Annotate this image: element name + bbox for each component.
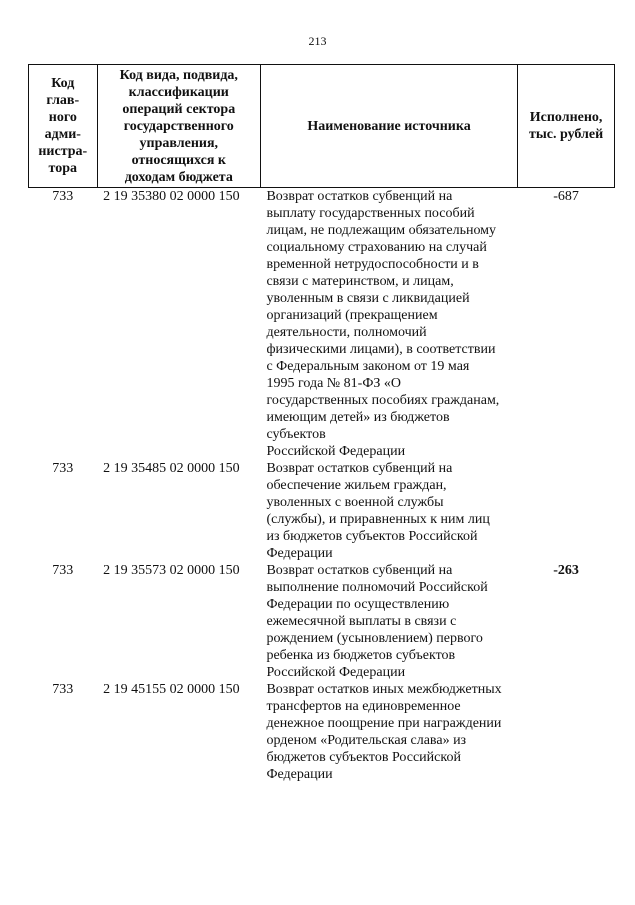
- source-name-line: уволенных с военной службы: [266, 495, 444, 510]
- amount-cell: -263: [553, 563, 579, 578]
- header-amount-line: тыс. рублей: [528, 127, 604, 142]
- header-admin-code-line: ного: [48, 110, 77, 125]
- header-classification-line: государственного: [123, 118, 234, 134]
- source-name-line: лицам, не подлежащим обязательному: [266, 223, 497, 238]
- source-name-line: физическими лицами), в соответствии: [266, 342, 496, 357]
- table-header-row: [29, 65, 615, 188]
- source-name-line: (службы), и приравненных к ним лиц: [266, 512, 490, 527]
- source-name-line: Возврат остатков иных межбюджетных: [266, 682, 502, 697]
- source-name-line: 1995 года № 81-ФЗ «О: [266, 376, 401, 391]
- source-name-line: организаций (прекращением: [266, 308, 438, 323]
- table-body: [29, 188, 615, 784]
- header-admin-code-line: нистра-: [38, 144, 88, 159]
- header-source-name: Наименование источника: [260, 65, 517, 188]
- source-name-cell: [260, 681, 517, 783]
- table-row: [29, 188, 615, 461]
- admin-code-cell: 733: [52, 189, 74, 204]
- classification-code-cell: 2 19 45155 02 0000 150: [103, 682, 240, 697]
- source-name-cell: [260, 188, 517, 461]
- source-name-line: Возврат остатков субвенций на: [266, 461, 453, 476]
- source-name-line: рождением (усыновлением) первого: [266, 631, 483, 646]
- source-name-line: имеющим детей» из бюджетов: [266, 410, 450, 425]
- source-name-line: Российской Федерации: [266, 444, 406, 459]
- source-name-line: деятельности, полномочий: [266, 325, 427, 340]
- source-name-line: ребенка из бюджетов субъектов: [266, 648, 456, 663]
- source-name-line: ежемесячной выплаты в связи с: [266, 614, 457, 629]
- source-name-line: орденом «Родительская слава» из: [266, 733, 467, 748]
- source-name-line: связи с материнством, и лицам,: [266, 274, 454, 289]
- source-name-line: с Федеральным законом от 19 мая: [266, 359, 470, 374]
- source-name-line: обеспечение жильем граждан,: [266, 478, 447, 493]
- header-classification-line: Код вида, подвида,: [119, 67, 238, 83]
- classification-code-cell: 2 19 35380 02 0000 150: [103, 189, 240, 204]
- header-classification-line: относящихся к: [131, 152, 226, 168]
- admin-code-cell: 733: [52, 563, 74, 578]
- source-name-line: трансфертов на единовременное: [266, 699, 461, 714]
- header-admin-code-line: глав-: [46, 93, 80, 108]
- header-admin-code: [29, 65, 98, 188]
- table-row: [29, 460, 615, 562]
- header-classification-line: доходам бюджета: [124, 169, 233, 185]
- source-name-line: бюджетов субъектов Российской: [266, 750, 461, 765]
- admin-code-cell: 733: [52, 461, 74, 476]
- header-classification-code: [97, 65, 260, 188]
- source-name-line: Возврат остатков субвенций на: [266, 189, 453, 204]
- amount-cell: [518, 681, 615, 783]
- header-admin-code-line: адми-: [44, 127, 81, 142]
- header-amount: [518, 65, 615, 188]
- source-name-line: из бюджетов субъектов Российской: [266, 529, 478, 544]
- source-name-line: Российской Федерации: [266, 665, 406, 680]
- classification-code-cell: 2 19 35485 02 0000 150: [103, 461, 240, 476]
- table-row: [29, 562, 615, 681]
- budget-sources-table: [28, 64, 615, 783]
- source-name-line: Федерации: [266, 546, 333, 561]
- source-name-line: уволенным в связи с ликвидацией: [266, 291, 470, 306]
- header-admin-code-line: Код: [51, 76, 75, 91]
- header-classification-line: операций сектора: [122, 101, 236, 117]
- amount-cell: -687: [553, 189, 579, 204]
- header-amount-line: Исполнено,: [529, 110, 603, 125]
- source-name-line: субъектов: [266, 427, 326, 442]
- header-classification-line: классификации: [128, 84, 229, 100]
- source-name-line: временной нетрудоспособности и в: [266, 257, 479, 272]
- source-name-line: выплату государственных пособий: [266, 206, 475, 221]
- header-admin-code-line: тора: [48, 161, 78, 176]
- source-name-line: государственных пособиях гражданам,: [266, 393, 500, 408]
- header-classification-line: управления,: [139, 135, 219, 151]
- amount-cell: [518, 460, 615, 562]
- source-name-line: Федерации: [266, 767, 333, 782]
- admin-code-cell: 733: [52, 682, 74, 697]
- page-number: 213: [308, 34, 327, 48]
- source-name-cell: [260, 562, 517, 681]
- source-name-line: Возврат остатков субвенций на: [266, 563, 453, 578]
- classification-code-cell: 2 19 35573 02 0000 150: [103, 563, 240, 578]
- source-name-line: денежное поощрение при награждении: [266, 716, 502, 731]
- source-name-line: выполнение полномочий Российской: [266, 580, 488, 595]
- source-name-line: Федерации по осуществлению: [266, 597, 450, 612]
- table-row: [29, 681, 615, 783]
- source-name-cell: [260, 460, 517, 562]
- source-name-line: социальному страхованию на случай: [266, 240, 487, 255]
